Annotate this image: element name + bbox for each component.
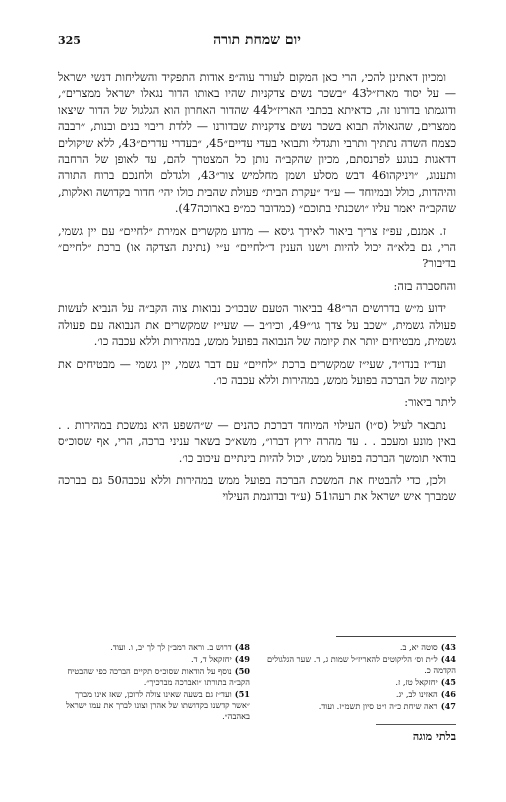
footnote: 48)דרוש ב. וראה רמב״ן לך לך יב, ו. ועוד. <box>110 642 250 652</box>
footnotes-left-column <box>58 642 250 722</box>
footnote-rule <box>336 636 456 637</box>
footnote: 49)יחזקאל ד, ד. <box>191 654 250 664</box>
document-page <box>58 24 456 784</box>
footnote: 45)יחזקאל טז, ז. <box>395 677 456 687</box>
footnotes-right-column <box>264 642 456 722</box>
paragraph-7: נתבאר לעיל (ס״ו) העילוי המיוחד דברכת כהנים — ש״השפע היא נמשכת במהירות . . באין מונע ומעכב . . עד מהרה ירוץ דברו״, משא״כ בשאר עניני ברכה, הרי, אף שסוכ״ס בודאי תומשך הברכה בפועל ממש, יכול להיות בינתיים עיכוב כו׳. <box>58 418 456 465</box>
page-header <box>58 32 456 50</box>
footnote: 46)האזינו לב, יג. <box>395 689 456 699</box>
paragraph-8: ולכן, כדי להבטיח את המשכת הברכה בפועל ממש במהירות וללא עכבה50 גם בברכה שמברך איש ישראל את רעהו51 (ע״ד ובדוגמת העילוי <box>58 473 456 504</box>
footnotes <box>58 642 456 722</box>
running-title: יום שמחת תורה <box>213 32 301 48</box>
paragraph-6: ליתר ביאור: <box>404 396 456 410</box>
main-text <box>58 70 456 610</box>
unedited-label: בלתי מוגה <box>412 730 456 743</box>
footnote: 51)ועד״ז גם בשעה שאינו צולה לרוכן, שאז אינו מברך ״אשר קדשנו בקדושתו של אהרן וצונו לברך את עמו ישראל באהבה״. <box>66 689 250 721</box>
paragraph-3: והחסברה בזה: <box>393 279 456 293</box>
footnote: 44)ל״ת וס׳ הליקוטים להאריז״ל שמות ג, ד. שער הגלגולים הקדמה כ. <box>266 654 456 675</box>
footnote: 47)ראה שיחת כ״ה ו״ט סיון תשמ״ז. ועוד. <box>318 701 456 711</box>
paragraph-4: ידוע מ״ש בדרושים הר״48 בביאור הטעם שבכו״כ נבואות צוה הקב״ה על הנביא לעשות פעולה גשמית, ״שכב על צדך גו׳״49, וכיו״ב — שעי״ז שמקשרים את הנבואה עם פעולה גשמית, מבטיחים יותר את קיומה של הנבואה בפועל ממש, במהירות וללא עכבה כו׳. <box>58 302 456 349</box>
paragraph-1: ומכיון דאתינן להכי, הרי כאן המקום לעורר עוה״פ אודות התפקיד והשליחות דנשי ישראל — על יסוד מארז״ל43 ״בשכר נשים צדקניות שהיו באותו הדור נגאלו ישראל ממצרים״, ודוגמתו בדורנו זה, כדאיתא בכתבי האריז״ל44 שהדור האחרון הוא הגלגול של הדור שיצאו ממצרים, שהגאולה תבוא בשכר נשים צדקניות שבדורנו — ללדת ריבוי בנים ובנות, ״רבבה כצמח השדה נתתיך ותרבי ותגדלי ותבואי בעדי עדיים״45, ״בעדרי עדרים״43, ללא שיקולים דדאגות בנוגע לפרנסתם, מכיון שהקב״ה נותן כל המצטרך להם, עד לאופן של הרחבה ותענוג, ״ויניקהו46 דבש מסלע ושמן מחלמיש צור״43, ולגדלם ולחנכם ברוח התורה והיהדות, כולל ובמיוחד — ע״ד ״עקרת הבית״ פעולת שהבית כולו יהי׳ חדור בקדושה ואלקות, שהקב״ה יאמר עליו ״ושכנתי בתוכם״ (כמדובר כמ״פ בארוכה47). <box>58 71 456 216</box>
paragraph-5: ועד״ז בנדו״ד, שעי״ז שמקשרים ברכת ״לחיים״ עם דבר גשמי, יין גשמי — מבטיחים את קיומה של הברכה בפועל ממש, במהירות וללא עכבה כו׳. <box>58 357 456 387</box>
footer-rule <box>376 724 456 725</box>
paragraph-2: ז. אמנם, עפ״ז צריך ביאור לאידך גיסא — מדוע מקשרים אמירת ״לחיים״ עם יין גשמי, הרי, גם בלא״ה יכול להיות וישנו הענין ד״לחיים״ ע״י (נתינת הצדקה או) ברכת ״לחיים״ בדיבור? <box>58 224 456 271</box>
page-number: 325 <box>58 34 81 47</box>
footnote: 50)נוסף על הודאות שסוכ״ס תקיים הברכה כפי שהבטיח הקב״ה בתורתו ״ואברכה מברכיך״. <box>67 666 250 687</box>
footnote: 43)סוטה יא, ב. <box>399 642 456 652</box>
